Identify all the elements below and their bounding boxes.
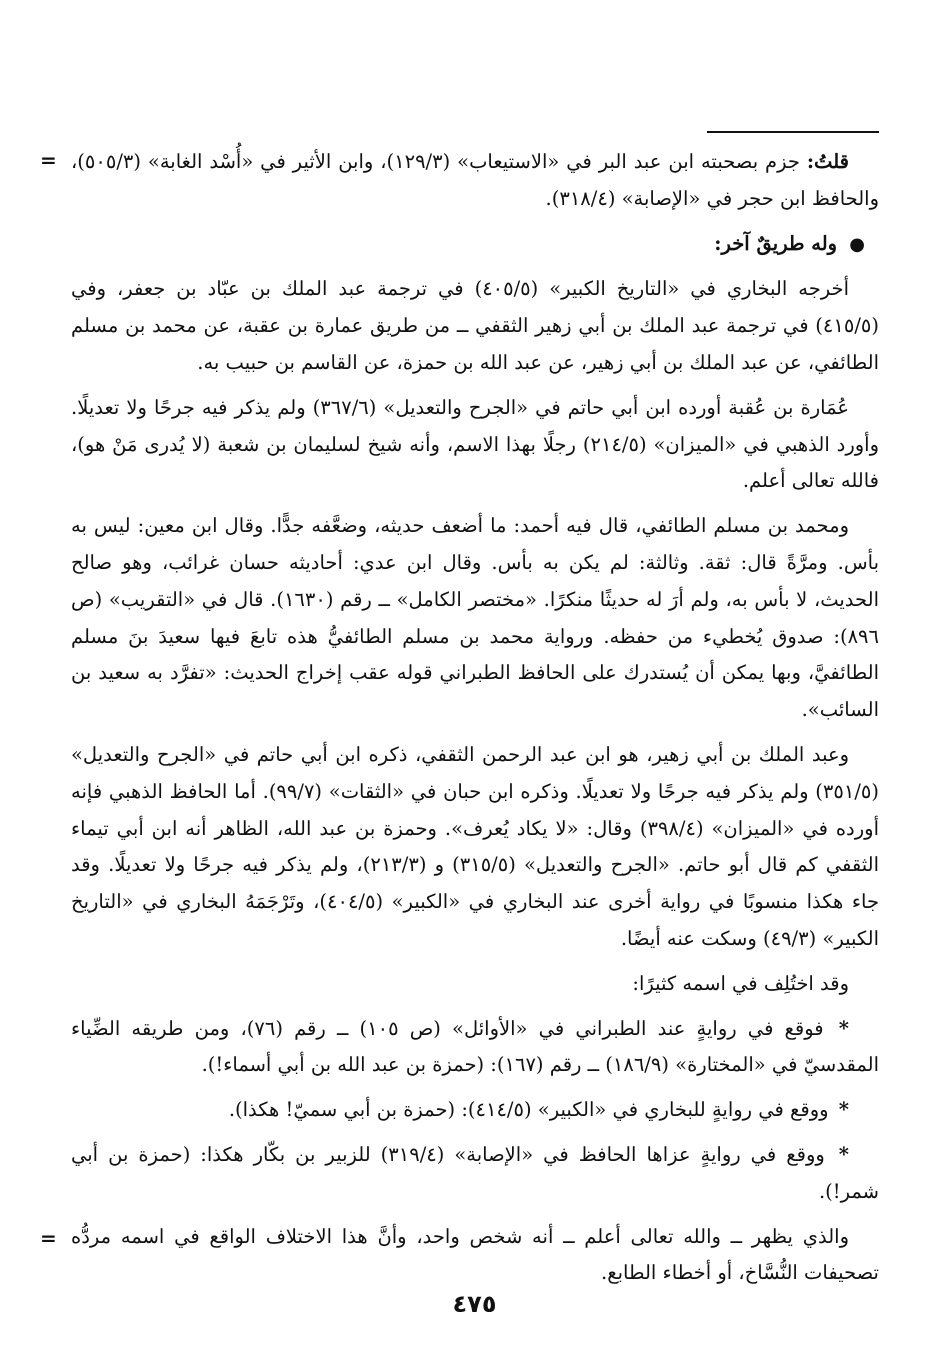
paragraph-3: [71, 271, 879, 381]
footnote-text: [71, 144, 879, 1300]
footnote-separator-rule: [707, 131, 879, 133]
paragraph-text: والذي يظهر ــ والله تعالى أعلم ــ أنه شخص واحد، وأنَّ هذا الاختلاف الواقع في اسمه مردُّه تصحيفات النُّسَّاخ، أو أخطاء الطابع.: [71, 1224, 879, 1285]
asterisk-icon: *: [838, 1142, 849, 1166]
paragraph-9: [71, 1092, 879, 1129]
paragraph-text: ومحمد بن مسلم الطائفي، قال فيه أحمد: ما أضعف حديثه، وضعَّفه جدًّا. وقال ابن معين: ليس به بأس. ومرَّةً قال: ثقة. وثالثة: لم يكن به بأس. وقال ابن عدي: أحاديثه حسان غرائب، وهو صالح الحديث، لا بأس به، ولم أرَ له حديثًا منكرًا. «مختصر الكامل» ــ رقم (١٦٣٠). قال في «التقريب» (ص ٨٩٦): صدوق يُخطيء من حفظه. ورواية محمد بن مسلم الطائفيُّ هذه تابعَ فيها سعيدَ بنَ مسلم الطائفيَّ، وبها يمكن أن يُستدرك على الحافظ الطبراني قوله عقب إخراج الحديث: «تفرَّد به سعيد بن السائب».: [71, 514, 879, 722]
paragraph-lead: وله طريقٌ آخر:: [714, 231, 838, 255]
paragraph-6: [71, 737, 879, 958]
paragraph-text: وعبد الملك بن أبي زهير، هو ابن عبد الرحمن الثقفي، ذكره ابن أبي حاتم في «الجرح والتعديل» (٣٥١/٥) ولم يذكر فيه جرحًا ولا تعديلًا. وذكره ابن حبان في «الثقات» (٩٩/٧). أما الحافظ الذهبي فإنه أورده في «الميزان» (٣٩٨/٤) وقال: «لا يكاد يُعرف». وحمزة بن عبد الله، الظاهر أنه ابن أبي تيماء الثقفي كم قال أبو حاتم. «الجرح والتعديل» (٣١٥/٥) و (٢١٣/٣)، ولم يذكر فيه جرحًا ولا تعديلًا. وقد جاء هكذا منسوبًا في رواية أخرى عند البخاري في «الكبير» (٤٠٤/٥)، وتَرْجَمَهُ البخاري في «التاريخ الكبير» (٤٩/٣) وسكت عنه أيضًا.: [71, 742, 880, 950]
page-number: ٤٧٥: [452, 1290, 497, 1318]
paragraph-1: [71, 144, 879, 218]
continuation-mark-top: =: [40, 148, 57, 172]
paragraph-text: أخرجه البخاري في «التاريخ الكبير» (٤٠٥/٥) في ترجمة عبد الملك بن عبّاد بن جعفر، وفي (٤١٥/٥) في ترجمة عبد الملك بن أبي زهير الثقفي ــ من طريق عمارة بن عقبة، عن محمد بن مسلم الطائفي، عن عبد الملك بن أبي زهير، عن عبد الله بن حمزة، عن القاسم بن حبيب به.: [71, 277, 879, 374]
paragraph-5: [71, 508, 879, 729]
paragraph-8: [71, 1011, 879, 1085]
paragraph-10: [71, 1137, 879, 1211]
asterisk-icon: *: [838, 1098, 849, 1122]
paragraph-text: فوقع في روايةٍ عند الطبراني في «الأوائل» (ص ١٠٥) ــ رقم (٧٦)، ومن طريقه الضِّياء المقدسيّ في «المختارة» (١٨٦/٩) ــ رقم (١٦٧): (حمزة بن عبد الله بن أبي أسماء!).: [71, 1016, 879, 1077]
paragraph-text: عُمَارة بن عُقبة أورده ابن أبي حاتم في «الجرح والتعديل» (٣٦٧/٦) ولم يذكر فيه جرحًا ولا تعديلًا. وأورد الذهبي في «الميزان» (٢١٤/٥) رجلًا بهذا الاسم، وأنه شيخ لسليمان بن شعبة (لا يُدرى مَنْ هو)، فالله تعالى أعلم.: [71, 395, 880, 493]
paragraph-text: ووقع في روايةٍ عزاها الحافظ في «الإصابة» (٣١٩/٤) للزبير بن بكّار هكذا: (حمزة بن أبي شمر!).: [71, 1142, 879, 1203]
paragraph-text: وقد اختُلِف في اسمه كثيرًا:: [632, 971, 849, 995]
paragraph-4: [71, 390, 879, 500]
asterisk-icon: *: [838, 1016, 849, 1040]
paragraph-text: جزم بصحبته ابن عبد البر في «الاستيعاب» (١٢٩/٣)، وابن الأثير في «أُسْد الغابة» (٥٠٥/٣)، والحافظ ابن حجر في «الإصابة» (٣١٨/٤).: [71, 150, 879, 210]
paragraph-2: [71, 226, 879, 264]
bullet-icon: ●: [849, 233, 865, 255]
paragraph-11: [71, 1219, 879, 1293]
paragraph-7: [71, 966, 879, 1003]
paragraph-lead: قلتُ:: [806, 150, 849, 173]
continuation-mark-bottom: =: [40, 1226, 57, 1250]
paragraph-text: ووقع في روايةٍ للبخاري في «الكبير» (٤١٤/٥): (حمزة بن أبي سميّ! هكذا).: [228, 1098, 829, 1122]
